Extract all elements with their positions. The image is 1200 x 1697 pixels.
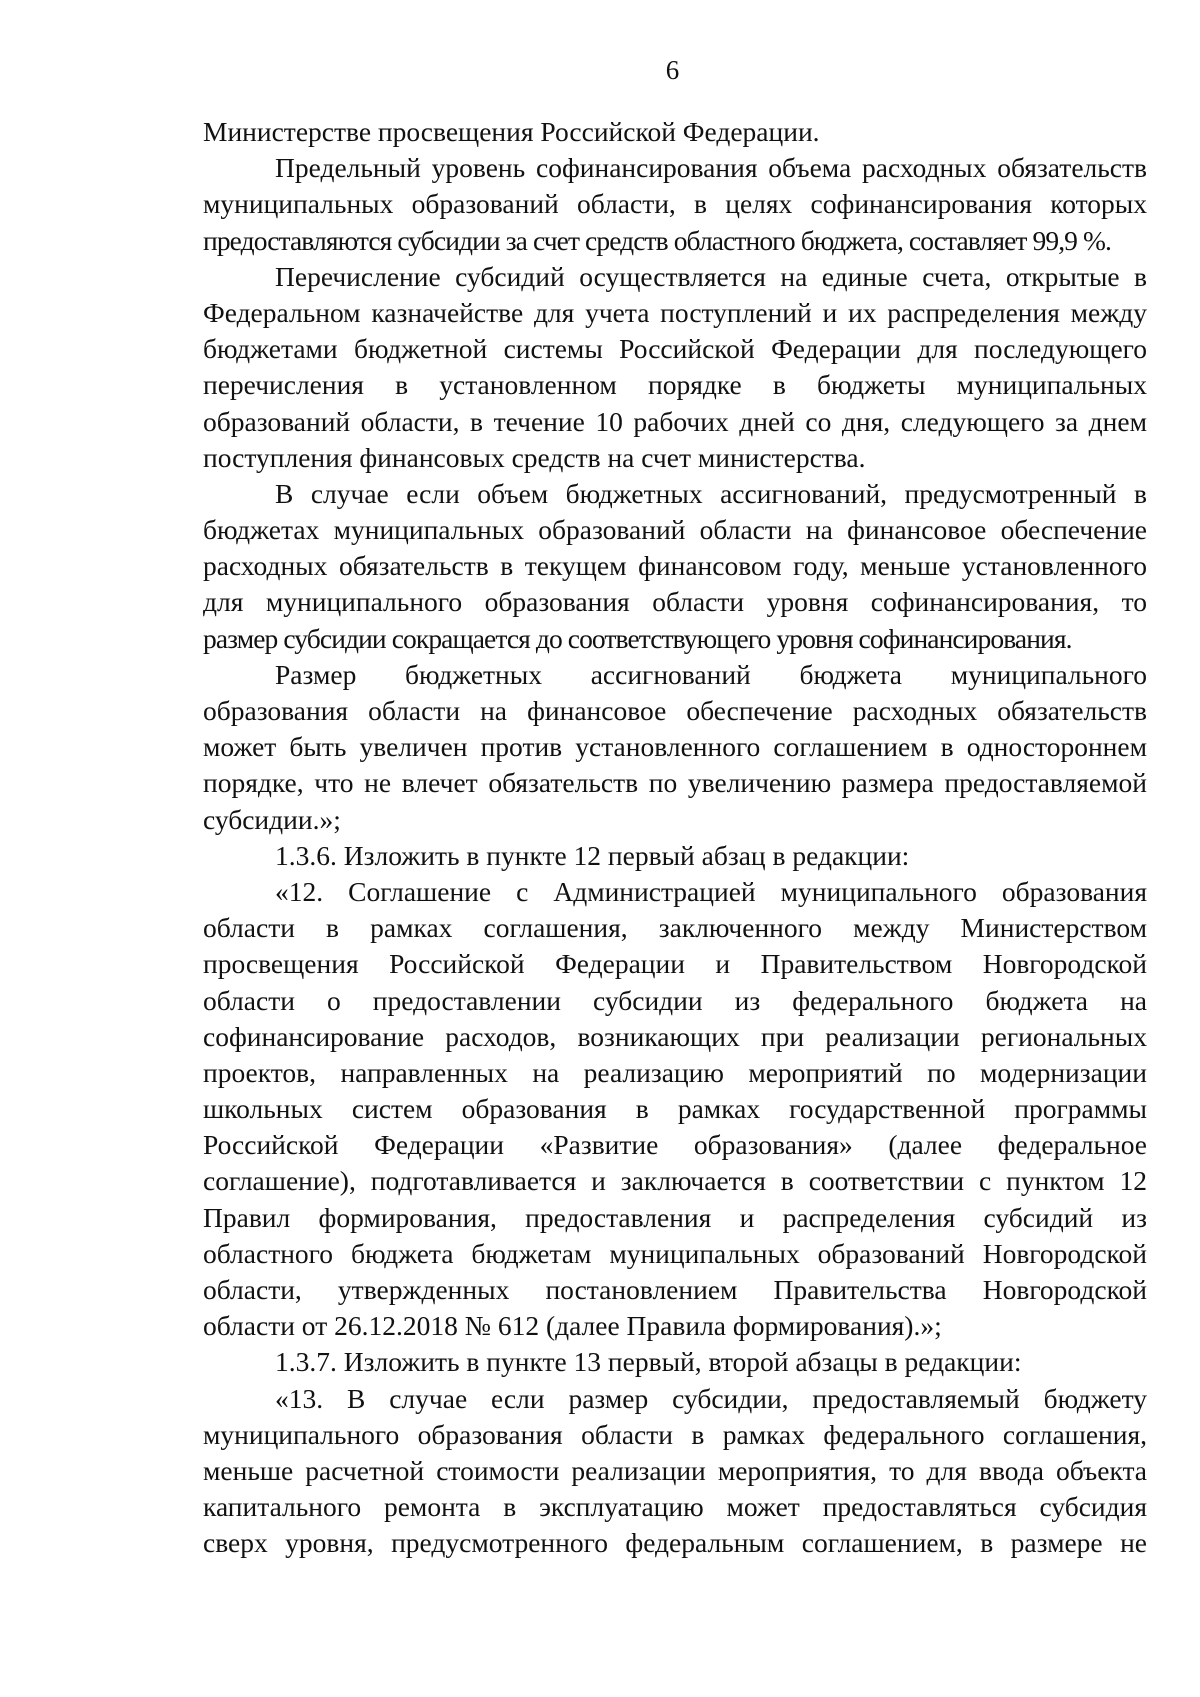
text-line: расходных обязательств в текущем финансовом году, меньше установленного — [203, 550, 1147, 582]
text-line: перечисления в установленном порядке в бюджеты муниципальных — [203, 369, 1147, 401]
text-line: Российской Федерации «Развитие образования» (далее федеральное — [203, 1129, 1147, 1161]
text-line: Федеральном казначействе для учета поступлений и их распределения между — [203, 296, 1147, 328]
text-line: «12. Соглашение с Администрацией муниципального образования — [275, 875, 1147, 907]
text-line: предоставляются субсидии за счет средств областного бюджета, составляет 99,9 %. — [203, 224, 1111, 256]
text-line: Размер бюджетных ассигнований бюджета муниципального — [275, 658, 1147, 690]
text-line: размер субсидии сокращается до соответствующего уровня софинансирования. — [203, 622, 1072, 654]
text-line: капитального ремонта в эксплуатацию может предоставляться субсидия — [203, 1491, 1147, 1523]
text-line: сверх уровня, предусмотренного федеральным соглашением, в размере не — [203, 1527, 1147, 1559]
text-line: школьных систем образования в рамках государственной программы — [203, 1093, 1147, 1125]
text-line: субсидии.»; — [203, 803, 341, 835]
text-line: В случае если объем бюджетных ассигнований, предусмотренный в — [275, 477, 1147, 509]
text-line: 1.3.6. Изложить в пункте 12 первый абзац в редакции: — [275, 839, 910, 871]
text-line: Предельный уровень софинансирования объема расходных обязательств — [275, 152, 1147, 184]
text-line: муниципального образования области в рамках федерального соглашения, — [203, 1418, 1147, 1450]
text-line: бюджетах муниципальных образований области на финансовое обеспечение — [203, 514, 1147, 546]
text-line: муниципальных образований области, в целях софинансирования которых — [203, 188, 1147, 220]
text-line: поступления финансовых средств на счет министерства. — [203, 441, 866, 473]
text-line: меньше расчетной стоимости реализации мероприятия, то для ввода объекта — [203, 1454, 1147, 1486]
text-line: может быть увеличен против установленного соглашением в одностороннем — [203, 731, 1147, 763]
text-line: области от 26.12.2018 № 612 (далее Правила формирования).»; — [203, 1310, 942, 1342]
text-line: 1.3.7. Изложить в пункте 13 первый, второй абзацы в редакции: — [275, 1346, 1022, 1378]
page-number: 6 — [665, 55, 680, 85]
text-line: для муниципального образования области уровня софинансирования, то — [203, 586, 1147, 618]
text-line: соглашение), подготавливается и заключается в соответствии с пунктом 12 — [203, 1165, 1147, 1197]
text-line: Министерстве просвещения Российской Федерации. — [203, 116, 820, 147]
text-line: порядке, что не влечет обязательств по увеличению размера предоставляемой — [203, 767, 1147, 799]
text-line: «13. В случае если размер субсидии, предоставляемый бюджету — [275, 1382, 1147, 1414]
text-line: области в рамках соглашения, заключенного между Министерством — [203, 912, 1147, 944]
document-body — [203, 114, 1147, 1562]
text-line: области, утвержденных постановлением Правительства Новгородской — [203, 1274, 1147, 1305]
text-line: просвещения Российской Федерации и Правительством Новгородской — [203, 948, 1147, 980]
text-line: области о предоставлении субсидии из федерального бюджета на — [203, 984, 1147, 1016]
text-line: областного бюджета бюджетам муниципальных образований Новгородской — [203, 1237, 1147, 1269]
text-line: образования области на финансовое обеспечение расходных обязательств — [203, 695, 1147, 726]
text-line: Перечисление субсидий осуществляется на единые счета, открытые в — [275, 260, 1147, 292]
text-line: Правил формирования, предоставления и распределения субсидий из — [203, 1201, 1147, 1233]
text-line: проектов, направленных на реализацию мероприятий по модернизации — [203, 1056, 1147, 1088]
text-line: образований области, в течение 10 рабочих дней со дня, следующего за днем — [203, 405, 1147, 437]
text-line: софинансирование расходов, возникающих при реализации региональных — [203, 1020, 1147, 1052]
text-line: бюджетами бюджетной системы Российской Федерации для последующего — [203, 333, 1147, 365]
